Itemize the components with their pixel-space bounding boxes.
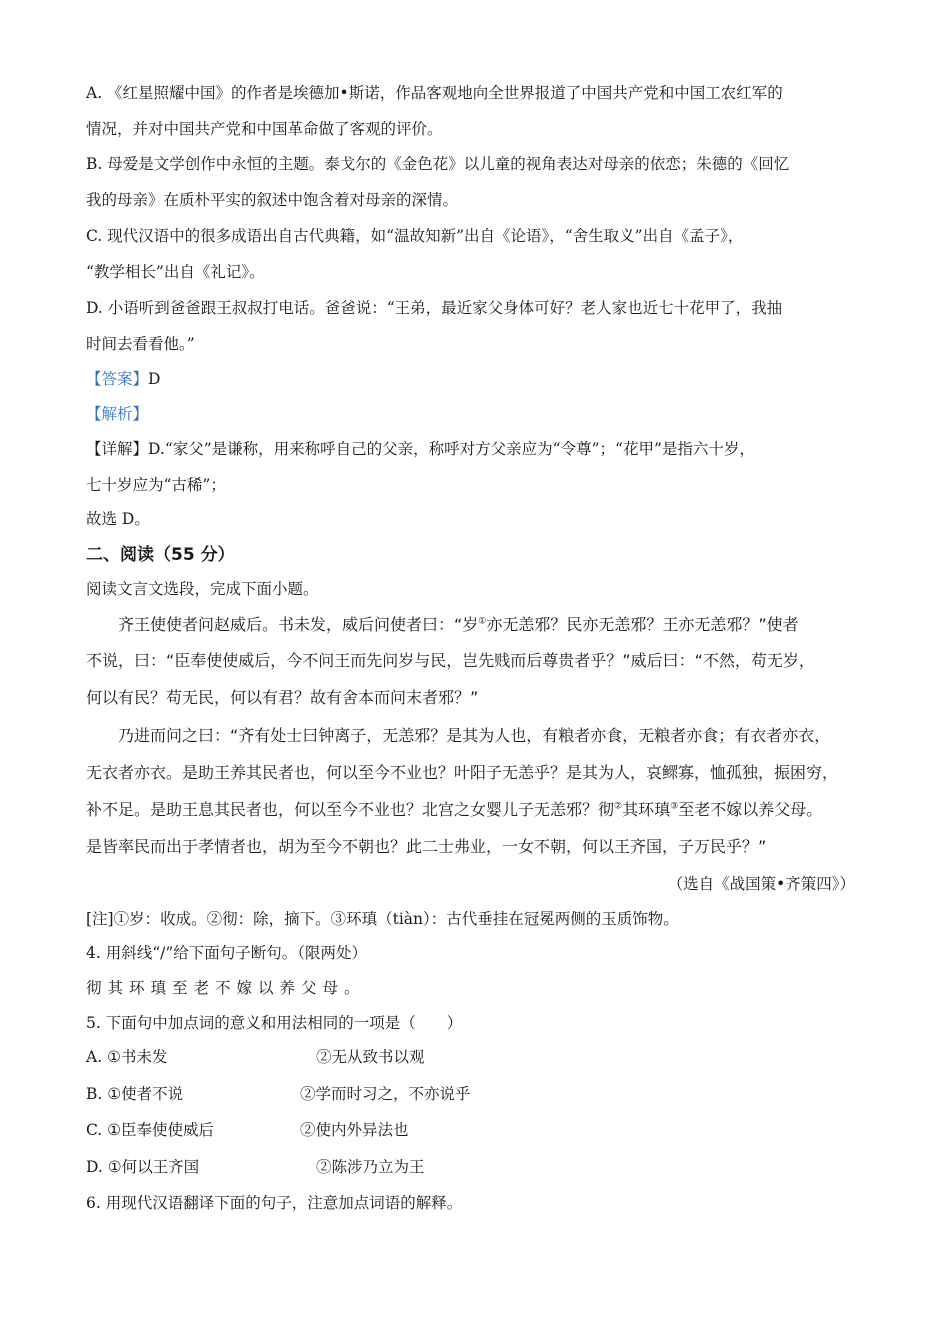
footnote-marker-3: ③ (670, 801, 679, 812)
option-b-line2: 我的母亲》在质朴平实的叙述中饱含着对母亲的深情。 (86, 191, 459, 209)
detail-tag: 【详解】 (86, 440, 149, 458)
passage-p2-line3 (86, 799, 822, 821)
q5-option-label: B. ①使者不说 (86, 1085, 184, 1103)
answer-line (86, 368, 160, 390)
option-d-line2: 时间去看看他。” (86, 335, 195, 353)
footnote-marker-2: ② (614, 801, 623, 812)
passage-text: 至老不嫁以养父母。 (678, 800, 823, 819)
analysis-tag: 【解析】 (86, 405, 149, 423)
option-b-line1: B. 母爱是文学创作中永恒的主题。泰戈尔的《金色花》以儿童的视角表达对母亲的依恋；朱德的《回忆 (86, 155, 790, 173)
option-a-line1: A. 《红星照耀中国》的作者是埃德加•斯诺，作品客观地向全世界报道了中国共产党和中国工农红军的 (86, 84, 783, 102)
footnote-marker-1: ① (478, 616, 487, 627)
answer-value: D (148, 370, 161, 388)
passage-p1-line3: 何以有民？苟无民，何以有君？故有舍本而问末者邪？” (86, 688, 479, 707)
passage-p2-line2: 无衣者亦衣。是助王养其民者也，何以至今不业也？叶阳子无恙乎？是其为人，哀鳏寡，恤孤独，振困穷， (86, 763, 839, 782)
passage-p2-line1: 乃进而问之曰：“齐有处士曰钟离子，无恙邪？是其为人也，有粮者亦食，无粮者亦食；有衣者亦衣， (118, 726, 831, 745)
q5-option-label: D. ①何以王齐国 (86, 1158, 200, 1176)
detail-line2: 七十岁应为“古稀”； (86, 476, 226, 494)
footnotes: [注]①岁：收成。②彻：除，摘下。③环瑱（tiàn）：古代垂挂在冠冕两侧的玉质饰物。 (86, 910, 679, 928)
q6-stem: 6. 用现代汉语翻译下面的句子，注意加点词语的解释。 (86, 1194, 463, 1212)
q5-option-c (86, 1119, 409, 1141)
q5-option-pair: ②使内外异法也 (300, 1121, 409, 1139)
passage-text: 亦无恙邪？民亦无恙邪？王亦无恙邪？”使者 (486, 615, 799, 634)
q5-option-label: C. ①臣奉使使威后 (86, 1121, 215, 1139)
q5-option-a (86, 1046, 425, 1068)
q4-stem: 4. 用斜线“/”给下面句子断句。（限两处） (86, 944, 368, 962)
q5-option-pair: ②无从致书以观 (316, 1048, 425, 1066)
section-title: 二、阅读（55 分） (86, 545, 235, 565)
option-c-line1: C. 现代汉语中的很多成语出自古代典籍，如“温故知新”出自《论语》，“舍生取义”出自《孟子》， (86, 227, 744, 245)
q4-sentence: 彻其环瑱至老不嫁以养父母。 (86, 979, 366, 997)
q5-option-b (86, 1083, 471, 1105)
passage-text: 其环瑱 (622, 800, 671, 819)
passage-text: 补不足。是助王息其民者也，何以至今不业也？北宫之女婴儿子无恙邪？彻 (86, 800, 615, 819)
detail-line1 (86, 438, 755, 460)
passage-text: 齐王使使者问赵威后。书未发，威后问使者曰：“岁 (118, 615, 479, 634)
q5-option-label: A. ①书未发 (86, 1048, 168, 1066)
section-instruction: 阅读文言文选段，完成下面小题。 (86, 580, 319, 598)
passage-p1-line1 (118, 614, 799, 636)
passage-p2-line4: 是皆率民而出于孝情者也，胡为至今不朝也？此二士弗业，一女不朝，何以王齐国，子万民乎？” (86, 837, 767, 856)
q5-option-pair: ②学而时习之，不亦说乎 (300, 1085, 471, 1103)
passage-p1-line2: 不说，曰：“臣奉使使威后，今不问王而先问岁与民，岂先贱而后尊贵者乎？”威后曰：“不然，苟无岁， (86, 651, 815, 670)
answer-tag: 【答案】 (86, 370, 149, 388)
q5-option-d (86, 1156, 425, 1178)
detail-line3: 故选 D。 (86, 510, 150, 528)
q5-stem: 5. 下面句中加点词的意义和用法相同的一项是（ ） (86, 1014, 463, 1032)
option-a-line2: 情况，并对中国共产党和中国革命做了客观的评价。 (86, 120, 443, 138)
option-d-line1: D. 小语听到爸爸跟王叔叔打电话。爸爸说：“王弟，最近家父身体可好？老人家也近七十花甲了，我抽 (86, 299, 783, 317)
passage-source: （选自《战国策•齐策四》） (667, 875, 855, 893)
option-c-line2: “教学相长”出自《礼记》。 (86, 263, 265, 281)
q5-option-pair: ②陈涉乃立为王 (316, 1158, 425, 1176)
detail-text: D.“家父”是谦称，用来称呼自己的父亲，称呼对方父亲应为“令尊”；“花甲”是指六十岁， (148, 440, 755, 458)
